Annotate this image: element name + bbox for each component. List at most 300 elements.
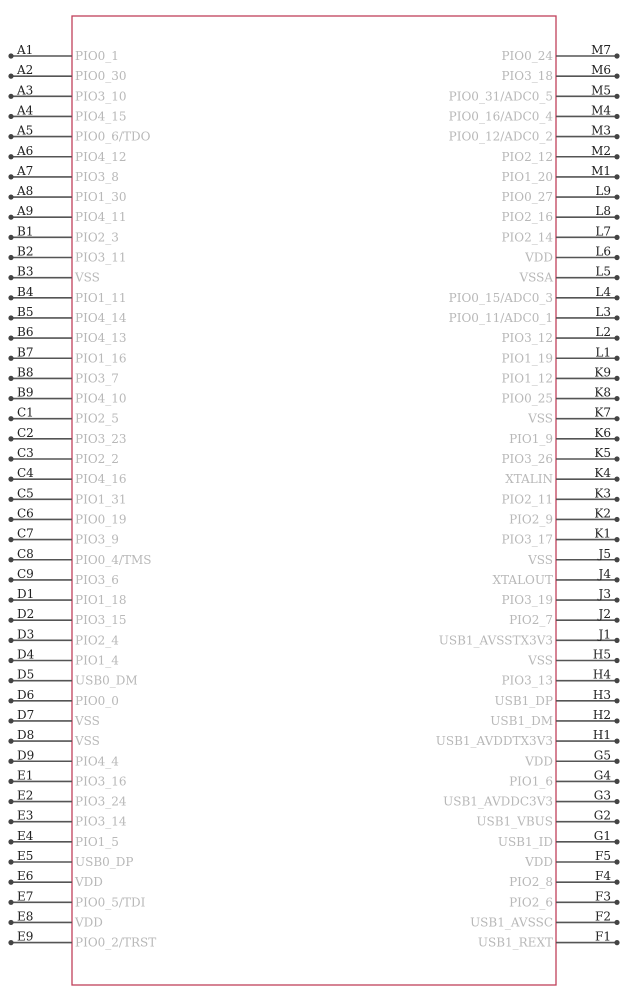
- pin-c8: [8, 547, 151, 567]
- pin-a3: [8, 83, 126, 103]
- pin-endpoint: [614, 396, 619, 401]
- pin-name: PIO2_7: [509, 613, 553, 628]
- pin-h2: [490, 708, 619, 728]
- pin-h5: [527, 648, 620, 668]
- pin-c6: [8, 506, 126, 526]
- pin-endpoint: [8, 759, 13, 764]
- pin-name: PIO3_18: [501, 69, 553, 84]
- pin-number: D5: [17, 667, 35, 682]
- pin-number: J3: [598, 587, 611, 602]
- pin-endpoint: [8, 618, 13, 623]
- pin-endpoint: [614, 154, 619, 159]
- pin-name: PIO3_24: [75, 794, 127, 809]
- pin-endpoint: [614, 315, 619, 320]
- pin-name: PIO2_5: [75, 411, 119, 426]
- pin-endpoint: [614, 94, 619, 99]
- pin-h3: [495, 688, 620, 708]
- pin-number: K3: [594, 486, 611, 501]
- pin-e4: [8, 829, 119, 849]
- pin-e9: [8, 930, 156, 950]
- pin-endpoint: [8, 255, 13, 260]
- pin-name: VSS: [528, 411, 553, 426]
- pin-number: M5: [591, 83, 611, 98]
- pin-j3: [501, 587, 619, 607]
- pin-g3: [443, 789, 619, 809]
- pin-g4: [509, 768, 620, 788]
- pin-number: B3: [17, 264, 34, 279]
- pin-endpoint: [614, 698, 619, 703]
- pin-name: PIO3_6: [75, 572, 119, 587]
- pin-name: USB0_DP: [75, 855, 134, 869]
- pin-number: C4: [17, 466, 34, 481]
- pin-k5: [501, 446, 619, 466]
- pin-name: PIO4_15: [75, 109, 127, 124]
- pin-endpoint: [614, 53, 619, 58]
- pin-b2: [8, 245, 126, 265]
- pin-name: PIO0_30: [75, 69, 127, 84]
- pin-l6: [524, 245, 620, 265]
- pin-number: E8: [17, 909, 34, 924]
- pin-number: F1: [595, 929, 611, 944]
- pin-endpoint: [8, 880, 13, 885]
- pin-d1: [8, 587, 126, 607]
- pin-endpoint: [614, 799, 619, 804]
- pin-number: J5: [598, 546, 611, 561]
- pin-endpoint: [8, 477, 13, 482]
- pin-endpoint: [8, 74, 13, 79]
- pin-endpoint: [614, 376, 619, 381]
- pin-d8: [8, 728, 100, 748]
- pin-m1: [501, 164, 619, 184]
- pin-d4: [8, 648, 119, 668]
- pin-g5: [524, 748, 620, 768]
- pin-number: A4: [17, 103, 34, 118]
- pin-number: C6: [17, 506, 34, 521]
- pin-name: VSS: [75, 270, 100, 285]
- pin-name: PIO2_4: [75, 633, 119, 648]
- pin-a6: [8, 144, 126, 164]
- pin-endpoint: [8, 416, 13, 421]
- pin-name: PIO1_6: [509, 774, 553, 789]
- pin-number: G1: [593, 828, 611, 843]
- pin-endpoint: [8, 859, 13, 864]
- pin-name: PIO3_12: [501, 331, 553, 346]
- pin-endpoint: [614, 779, 619, 784]
- pin-f5: [524, 849, 620, 869]
- pin-e7: [8, 889, 145, 909]
- pin-endpoint: [8, 94, 13, 99]
- pin-name: VDD: [75, 915, 103, 930]
- pin-number: B2: [17, 244, 34, 259]
- pin-b1: [8, 224, 119, 244]
- pin-name: PIO1_12: [501, 371, 553, 386]
- pin-e3: [8, 809, 127, 829]
- pin-g2: [476, 809, 619, 829]
- pin-number: J2: [598, 607, 611, 622]
- pin-name: XTALOUT: [492, 572, 553, 587]
- pin-number: G3: [593, 788, 611, 803]
- pin-name: VSS: [75, 734, 100, 749]
- pin-name: PIO1_5: [75, 834, 119, 849]
- pin-number: K1: [594, 526, 611, 541]
- pin-endpoint: [8, 235, 13, 240]
- pin-number: B9: [17, 385, 34, 400]
- pin-endpoint: [8, 698, 13, 703]
- pin-l2: [501, 325, 619, 345]
- pin-endpoint: [614, 577, 619, 582]
- pin-l4: [449, 285, 620, 305]
- pin-name: PIO0_6/TDO: [75, 129, 151, 144]
- pin-name: PIO3_13: [501, 673, 553, 688]
- pin-number: E1: [17, 768, 34, 783]
- pin-j2: [509, 607, 620, 627]
- pin-endpoint: [8, 497, 13, 502]
- pin-name: PIO0_27: [501, 190, 553, 205]
- pin-endpoint: [8, 336, 13, 341]
- pin-number: K9: [594, 365, 611, 380]
- pin-number: G5: [593, 748, 611, 763]
- pin-name: PIO3_23: [75, 431, 127, 446]
- pin-number: A6: [17, 143, 34, 158]
- pin-m6: [501, 63, 619, 83]
- pin-number: D2: [17, 607, 35, 622]
- pin-endpoint: [614, 819, 619, 824]
- pin-name: PIO0_5/TDI: [75, 895, 146, 910]
- pin-number: B6: [17, 325, 34, 340]
- pin-k3: [501, 486, 619, 506]
- pin-name: VSS: [75, 713, 100, 728]
- pin-endpoint: [614, 900, 619, 905]
- pin-name: PIO2_11: [501, 492, 553, 507]
- pin-endpoint: [8, 315, 13, 320]
- pin-b7: [8, 345, 126, 365]
- pin-name: USB1_VBUS: [476, 814, 553, 829]
- pin-k7: [527, 406, 620, 426]
- pin-endpoint: [8, 638, 13, 643]
- pin-name: PIO1_16: [75, 351, 127, 366]
- pin-name: PIO0_15/ADC0_3: [448, 290, 553, 305]
- pin-endpoint: [8, 839, 13, 844]
- pin-name: PIO1_30: [75, 190, 127, 205]
- pin-name: USB1_REXT: [477, 935, 553, 950]
- pin-number: B8: [17, 365, 34, 380]
- pin-number: E3: [17, 808, 34, 823]
- pin-number: M1: [591, 163, 611, 178]
- pin-name: PIO0_0: [75, 693, 119, 708]
- pin-number: H3: [592, 687, 611, 702]
- pin-endpoint: [8, 396, 13, 401]
- pin-number: E5: [17, 849, 34, 863]
- pin-name: PIO0_4/TMS: [75, 552, 152, 567]
- pin-name: PIO0_11/ADC0_1: [448, 310, 553, 325]
- pin-number: K2: [594, 506, 611, 521]
- pin-endpoint: [614, 456, 619, 461]
- pin-number: A7: [17, 163, 34, 178]
- pin-name: PIO2_9: [509, 512, 553, 527]
- pin-endpoint: [8, 53, 13, 58]
- pin-name: USB1_DM: [490, 713, 553, 728]
- pin-endpoint: [8, 275, 13, 280]
- pin-f1: [478, 930, 620, 950]
- pin-endpoint: [614, 134, 619, 139]
- pin-endpoint: [8, 739, 13, 744]
- pin-name: VSS: [528, 653, 553, 668]
- pin-number: C2: [17, 425, 34, 440]
- pin-c4: [8, 466, 126, 486]
- pin-endpoint: [614, 174, 619, 179]
- pin-number: K7: [594, 405, 611, 420]
- pin-g1: [498, 829, 620, 849]
- pin-name: USB1_AVDDC3V3: [443, 794, 553, 809]
- pin-j1: [439, 627, 620, 647]
- pin-number: E7: [17, 889, 34, 904]
- pin-number: K4: [594, 466, 611, 481]
- pin-endpoint: [614, 880, 619, 885]
- pin-number: G4: [593, 768, 611, 783]
- pin-number: E9: [17, 929, 34, 944]
- pin-l5: [518, 265, 619, 285]
- pin-f4: [509, 869, 620, 889]
- pin-c9: [8, 567, 119, 587]
- pin-number: M3: [591, 123, 611, 138]
- pin-number: C3: [17, 446, 34, 460]
- pin-endpoint: [8, 456, 13, 461]
- pin-b5: [8, 305, 127, 325]
- pin-endpoint: [614, 255, 619, 260]
- pin-name: PIO0_19: [75, 512, 127, 527]
- pin-endpoint: [8, 718, 13, 723]
- pin-number: M6: [591, 63, 611, 78]
- pin-c7: [8, 527, 119, 547]
- pin-endpoint: [8, 819, 13, 824]
- pin-a2: [8, 63, 126, 83]
- pin-k6: [509, 426, 620, 446]
- pin-name: VSSA: [519, 270, 553, 285]
- pin-endpoint: [614, 114, 619, 119]
- pin-name: PIO4_14: [75, 310, 127, 325]
- pin-number: F5: [595, 849, 611, 863]
- pin-b4: [8, 285, 126, 305]
- pin-number: E2: [17, 788, 34, 803]
- pin-d7: [8, 708, 100, 728]
- pin-endpoint: [8, 134, 13, 139]
- pin-number: K6: [594, 425, 611, 440]
- pin-endpoint: [614, 839, 619, 844]
- pin-endpoint: [8, 215, 13, 220]
- pin-endpoint: [8, 779, 13, 784]
- pin-number: A2: [17, 63, 34, 78]
- pin-endpoint: [614, 638, 619, 643]
- pin-endpoint: [614, 436, 619, 441]
- pin-endpoint: [8, 678, 13, 683]
- pin-number: J4: [598, 566, 611, 581]
- pin-endpoint: [614, 678, 619, 683]
- pin-name: PIO0_12/ADC0_2: [448, 129, 553, 144]
- pin-h4: [501, 668, 619, 688]
- pin-c1: [8, 406, 119, 426]
- pin-endpoint: [8, 799, 13, 804]
- pin-number: L4: [595, 284, 611, 299]
- pin-name: PIO4_12: [75, 149, 127, 164]
- pin-number: K8: [594, 385, 611, 400]
- pin-h1: [436, 728, 620, 748]
- pin-endpoint: [8, 920, 13, 925]
- pin-number: C5: [17, 486, 34, 501]
- pin-endpoint: [8, 597, 13, 602]
- pin-number: C1: [17, 405, 34, 420]
- pin-endpoint: [614, 194, 619, 199]
- pin-number: L2: [595, 325, 611, 340]
- pin-endpoint: [8, 557, 13, 562]
- pin-endpoint: [8, 154, 13, 159]
- right-pin-group: [436, 43, 620, 950]
- pin-a1: [8, 43, 119, 63]
- pin-name: VDD: [525, 250, 553, 265]
- pin-endpoint: [614, 275, 619, 280]
- pin-number: M4: [591, 103, 611, 118]
- pin-e8: [8, 909, 103, 929]
- pin-l7: [501, 224, 619, 244]
- pin-number: L7: [595, 224, 611, 239]
- pin-endpoint: [614, 416, 619, 421]
- pin-l1: [501, 345, 619, 365]
- pin-number: D4: [17, 647, 35, 662]
- pin-name: PIO3_14: [75, 814, 127, 829]
- pin-number: L1: [595, 345, 611, 360]
- pin-number: M7: [591, 43, 611, 57]
- pin-number: F4: [595, 869, 611, 884]
- pin-name: PIO2_12: [501, 149, 553, 164]
- pin-endpoint: [8, 517, 13, 522]
- pin-m7: [501, 43, 619, 63]
- pin-number: E6: [17, 869, 34, 884]
- pin-endpoint: [8, 114, 13, 119]
- pin-number: B1: [17, 224, 34, 239]
- pin-l8: [501, 204, 619, 224]
- pin-c2: [8, 426, 126, 446]
- pin-name: VDD: [75, 875, 103, 890]
- pin-f3: [509, 889, 620, 909]
- pin-number: A9: [17, 204, 34, 219]
- pin-endpoint: [614, 597, 619, 602]
- pin-name: USB1_DP: [494, 693, 553, 708]
- pin-number: A3: [17, 83, 34, 98]
- pin-d5: [8, 668, 137, 688]
- pin-number: K5: [594, 446, 611, 460]
- pin-name: VSS: [528, 552, 553, 567]
- pin-endpoint: [614, 537, 619, 542]
- pin-name: PIO3_17: [501, 532, 553, 547]
- pin-b9: [8, 386, 126, 406]
- pin-endpoint: [614, 74, 619, 79]
- pin-number: D6: [17, 687, 35, 702]
- pin-name: PIO2_3: [75, 230, 119, 245]
- left-pin-group: [8, 43, 156, 950]
- pin-number: C7: [17, 526, 34, 541]
- pin-name: USB1_AVSSTX3V3: [438, 633, 553, 648]
- pin-number: L5: [595, 264, 611, 279]
- pin-endpoint: [614, 497, 619, 502]
- pin-number: D8: [17, 728, 35, 743]
- pin-number: A5: [17, 123, 34, 138]
- pin-a7: [8, 164, 119, 184]
- pin-name: PIO1_20: [501, 169, 553, 184]
- pin-name: PIO1_9: [509, 431, 553, 446]
- pin-number: D9: [17, 748, 35, 763]
- pin-name: USB0_DM: [75, 673, 138, 688]
- pin-endpoint: [8, 658, 13, 663]
- pin-number: H2: [592, 707, 611, 722]
- pin-name: PIO2_14: [501, 230, 553, 245]
- component-body: [72, 16, 556, 985]
- pin-name: PIO0_1: [75, 49, 119, 63]
- pin-number: D7: [17, 707, 35, 722]
- pin-l3: [449, 305, 620, 325]
- pin-name: USB1_AVDDTX3V3: [435, 734, 553, 749]
- pin-a9: [8, 204, 126, 224]
- pin-name: PIO3_9: [75, 532, 119, 547]
- pin-number: L6: [595, 244, 611, 259]
- pin-e1: [8, 768, 126, 788]
- pin-endpoint: [614, 940, 619, 945]
- pin-e2: [8, 789, 127, 809]
- pin-number: C8: [17, 546, 34, 561]
- pin-number: F3: [595, 889, 611, 904]
- pin-endpoint: [8, 194, 13, 199]
- pin-name: VDD: [525, 855, 553, 869]
- pin-endpoint: [614, 759, 619, 764]
- pin-endpoint: [614, 658, 619, 663]
- pin-m2: [501, 144, 619, 164]
- pin-endpoint: [614, 215, 619, 220]
- pin-k1: [501, 527, 619, 547]
- pin-name: PIO0_16/ADC0_4: [448, 109, 553, 124]
- pin-k9: [501, 365, 619, 385]
- pin-name: PIO3_8: [75, 169, 119, 184]
- pin-d9: [8, 748, 119, 768]
- pin-m3: [449, 124, 620, 144]
- pin-number: H1: [592, 728, 611, 743]
- pin-name: PIO2_16: [501, 210, 553, 225]
- pin-endpoint: [614, 557, 619, 562]
- pin-name: PIO0_2/TRST: [75, 935, 157, 950]
- pin-number: B4: [17, 284, 34, 299]
- pin-endpoint: [8, 577, 13, 582]
- pin-b6: [8, 325, 126, 345]
- pin-a4: [8, 103, 126, 123]
- pin-k8: [501, 386, 619, 406]
- pin-k4: [505, 466, 619, 486]
- pin-e5: [8, 849, 133, 869]
- pin-number: H5: [592, 647, 611, 662]
- pin-number: A1: [17, 43, 34, 57]
- pin-name: PIO2_6: [509, 895, 553, 910]
- pin-f2: [470, 909, 620, 929]
- pin-name: PIO2_2: [75, 452, 119, 466]
- pin-endpoint: [614, 356, 619, 361]
- pin-endpoint: [614, 295, 619, 300]
- pin-a8: [8, 184, 126, 204]
- pin-number: L9: [595, 184, 611, 199]
- pin-number: B5: [17, 304, 34, 319]
- pin-endpoint: [8, 376, 13, 381]
- pin-endpoint: [614, 920, 619, 925]
- pin-name: PIO1_18: [75, 593, 127, 608]
- pin-number: L3: [595, 304, 611, 319]
- pin-endpoint: [8, 174, 13, 179]
- pin-endpoint: [614, 235, 619, 240]
- pin-endpoint: [614, 336, 619, 341]
